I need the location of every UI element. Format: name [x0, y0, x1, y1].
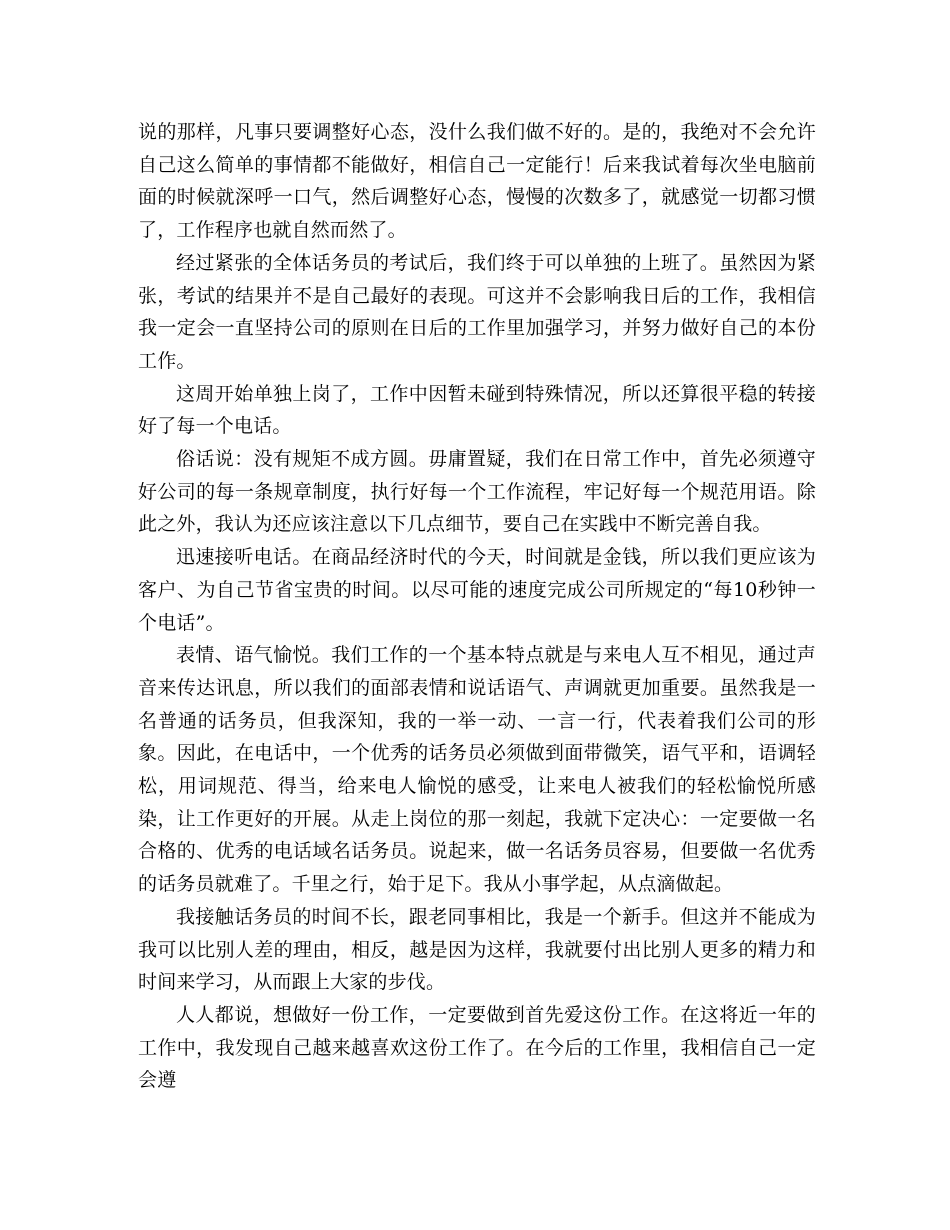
paragraph-6: 表情、语气愉悦。我们工作的一个基本特点就是与来电人互不相见，通过声音来传达讯息，所以我们的面部表情和说话语气、声调就更加重要。虽然我是一名普通的话务员，但我深知，我的一举一动、一言一行，代表着我们公司的形象。因此，在电话中，一个优秀的话务员必须做到面带微笑，语气平和，语调轻松，用词规范、得当，给来电人愉悦的感受，让来电人被我们的轻松愉悦所感染，让工作更好的开展。从走上岗位的那一刻起，我就下定决心：一定要做一名合格的、优秀的电话域名话务员。说起来，做一名话务员容易，但要做一名优秀的话务员就难了。千里之行，始于足下。我从小事学起，从点滴做起。 — [138, 644, 816, 896]
paragraph-4: 俗话说：没有规矩不成方圆。毋庸置疑，我们在日常工作中，首先必须遵守好公司的每一条规章制度，执行好每一个工作流程，牢记好每一个规范用语。除此之外，我认为还应该注意以下几点细节，要自己在实践中不断完善自我。 — [138, 448, 816, 536]
paragraph-7: 我接触话务员的时间不长，跟老同事相比，我是一个新手。但这并不能成为我可以比别人差的理由，相反，越是因为这样，我就要付出比别人更多的精力和时间来学习，从而跟上大家的步伐。 — [138, 905, 816, 994]
paragraph-2: 经过紧张的全体话务员的考试后，我们终于可以单独的上班了。虽然因为紧张，考试的结果并不是自己最好的表现。可这并不会影响我日后的工作，我相信我一定会一直坚持公司的原则在日后的工作里加强学习，并努力做好自己的本份工作。 — [138, 251, 816, 372]
paragraph-3: 这周开始单独上岗了，工作中因暂未碰到特殊情况，所以还算很平稳的转接好了每一个电话。 — [138, 382, 816, 438]
paragraph-1: 说的那样，凡事只要调整好心态，没什么我们做不好的。是的，我绝对不会允许自己这么简单的事情都不能做好，相信自己一定能行！后来我试着每次坐电脑前面的时候就深呼一口气，然后调整好心态，慢慢的次数多了，就感觉一切都习惯了，工作程序也就自然而然了。 — [138, 121, 816, 242]
document-body — [138, 116, 816, 1097]
paragraph-8: 人人都说，想做好一份工作，一定要做到首先爱这份工作。在这将近一年的工作中，我发现自己越来越喜欢这份工作了。在今后的工作里，我相信自己一定会遵 — [138, 1003, 816, 1092]
paragraph-5: 迅速接听电话。在商品经济时代的今天，时间就是金钱，所以我们更应该为客户、为自己节省宝贵的时间。以尽可能的速度完成公司所规定的“每10秒钟一个电话”。 — [138, 546, 816, 634]
